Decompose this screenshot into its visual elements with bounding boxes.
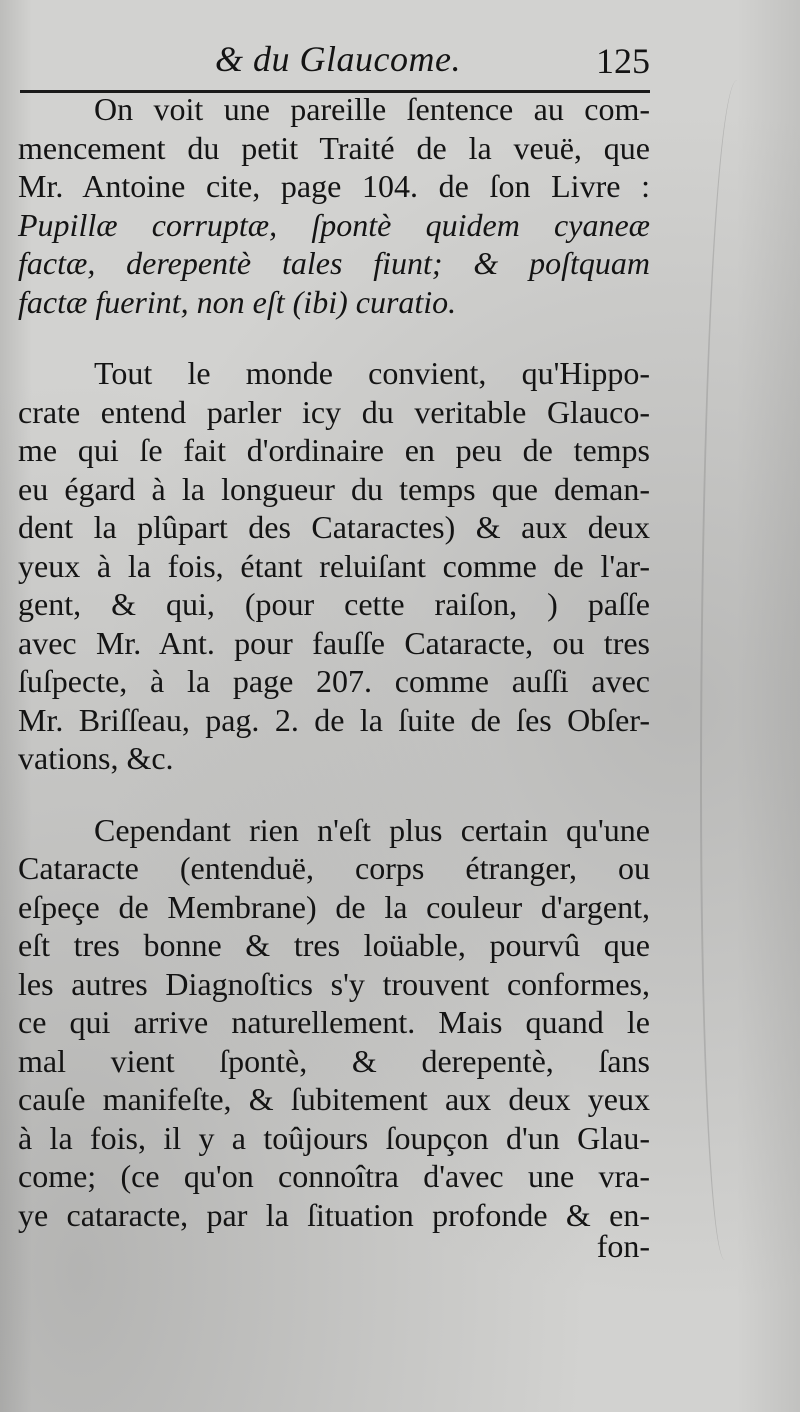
page-number: 125: [596, 41, 650, 81]
text-line: ye cataracte, par la ſituation profonde & en-: [18, 1196, 650, 1233]
text-line: à la fois, il y a toûjours ſoupçon d'un Glau-: [18, 1119, 650, 1156]
text-line: eu égard à la longueur du temps que deman-: [18, 470, 650, 507]
text-line: cauſe manifeſte, & ſubitement aux deux yeux: [18, 1081, 650, 1117]
latin-quote-line: factæ fuerint, non eſt (ibi) curatio.: [18, 283, 457, 320]
text-line: mencement du petit Traité de la veuë, que: [18, 129, 650, 166]
text-line: Cataracte (entenduë, corps étranger, ou: [18, 850, 650, 886]
text-line: dent la plûpart des Cataractes) & aux deux: [18, 509, 650, 545]
text-line: Tout le monde convient, qu'Hippo-: [94, 355, 650, 391]
text-line: avec Mr. Ant. pour fauſſe Cataracte, ou tres: [18, 624, 650, 661]
text-line: me qui ſe fait d'ordinaire en peu de temps: [18, 432, 650, 468]
text-line: crate entend parler icy du veritable Glauco-: [18, 393, 650, 430]
body-text: [18, 90, 650, 1234]
text-line: ce qui arrive naturellement. Mais quand le: [18, 1004, 650, 1040]
catchword: fon-: [596, 1228, 650, 1264]
text-line: Mr. Briſſeau, pag. 2. de la ſuite de ſes Obſer-: [18, 701, 650, 738]
text-line: eſt tres bonne & tres loüable, pourvû que: [18, 927, 650, 963]
text-line: gent, & qui, (pour cette raiſon, ) paſſe: [18, 586, 650, 622]
text-line: vations, &c.: [18, 740, 174, 776]
text-line: les autres Diagnoſtics s'y trouvent conformes,: [18, 965, 650, 1002]
text-line: Cependant rien n'eſt plus certain qu'une: [94, 811, 650, 848]
text-line: Mr. Antoine cite, page 104. de ſon Livre :: [18, 168, 650, 204]
text-line: mal vient ſpontè, & derepentè, ſans: [18, 1042, 650, 1079]
latin-quote-line: factæ, derepentè tales fiunt; & poſtquam: [18, 245, 650, 281]
text-line: On voit une pareille ſentence au com-: [94, 91, 650, 127]
running-title: & du Glaucome.: [215, 39, 461, 79]
text-line: come; (ce qu'on connoîtra d'avec une vra-: [18, 1158, 650, 1194]
text-line: eſpeçe de Membrane) de la couleur d'argent,: [18, 888, 650, 925]
text-line: ſuſpecte, à la page 207. comme auſſi avec: [18, 663, 650, 699]
page-crease: [700, 80, 762, 1260]
text-line: yeux à la fois, étant reluiſant comme de l'ar-: [18, 547, 650, 584]
page-header: [20, 30, 650, 93]
latin-quote-line: Pupillæ corruptæ, ſpontè quidem cyaneæ: [18, 206, 650, 243]
